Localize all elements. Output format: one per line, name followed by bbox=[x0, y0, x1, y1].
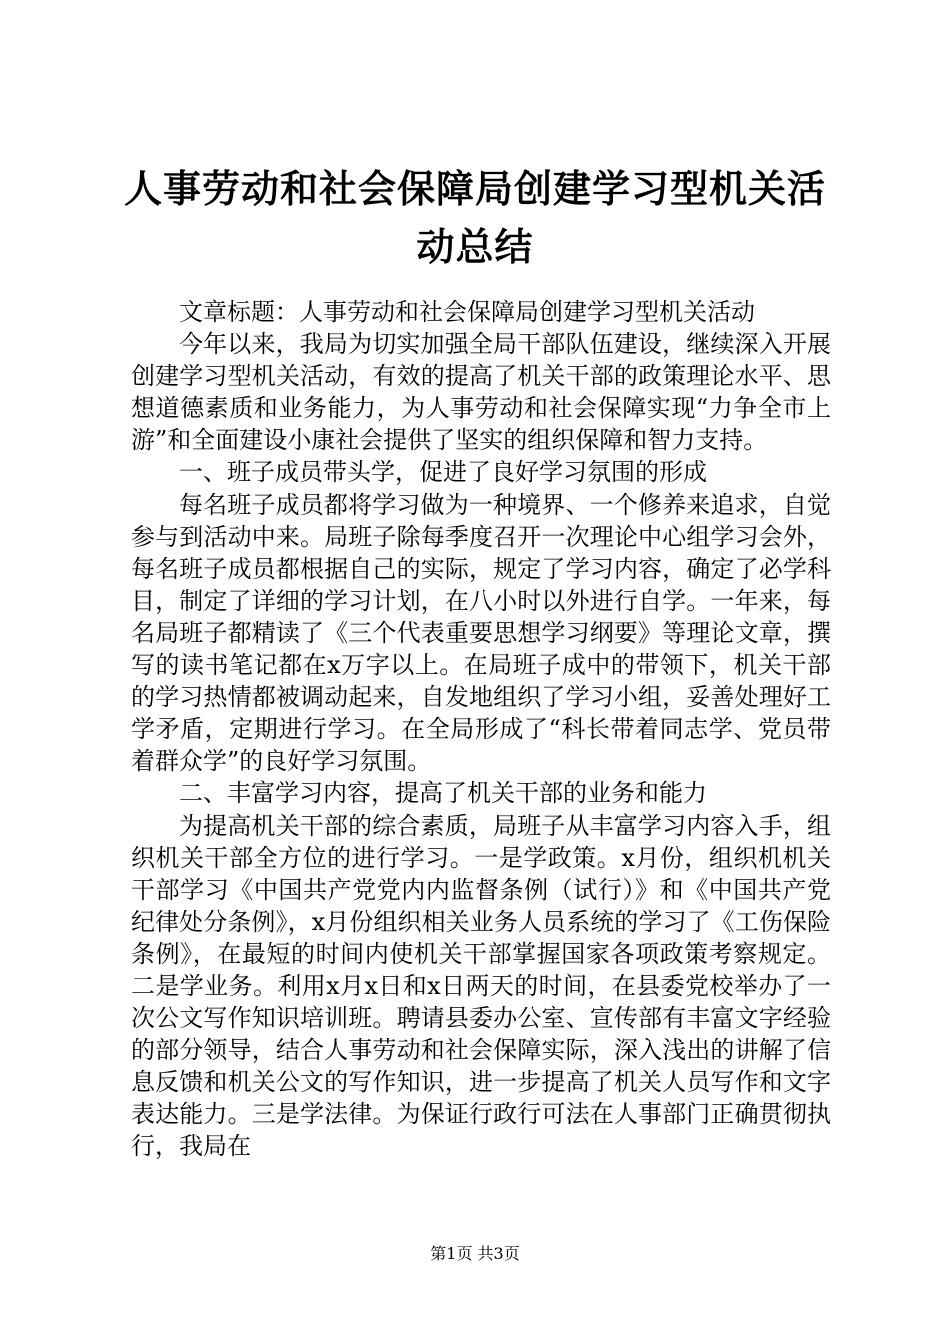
intro-paragraph: 今年以来，我局为切实加强全局干部队伍建设，继续深入开展创建学习型机关活动，有效的提高了机关干部的政策理论水平、思想道德素质和业务能力，为人事劳动和社会保障实现“力争全市上游”和全面建设小康社会提供了坚实的组织保障和智力支持。 bbox=[131, 330, 831, 455]
section-paragraph-1: 每名班子成员都将学习做为一种境界、一个修养来追求，自觉参与到活动中来。局班子除每季度召开一次理论中心组学习会外，每名班子成员都根据自己的实际，规定了学习内容，确定了必学科目，制定了详细的学习计划，在八小时以外进行自学。一年来，每名局班子都精读了《三个代表重要思想学习纲要》等理论文章，撰写的读书笔记都在x万字以上。在局班子成中的带领下，机关干部的学习热情都被调动起来，自发地组织了学习小组，妥善处理好工学矛盾，定期进行学习。在全局形成了“科长带着同志学、党员带着群众学”的良好学习氛围。 bbox=[131, 490, 831, 776]
section-heading-1: 一、班子成员带头学，促进了良好学习氛围的形成 bbox=[179, 458, 707, 487]
document-body bbox=[131, 296, 831, 1163]
section-heading-2: 二、丰富学习内容，提高了机关干部的业务和能力 bbox=[179, 779, 707, 808]
document-title: 人事劳动和社会保障局创建学习型机关活动总结 bbox=[123, 166, 826, 269]
section-paragraph-2: 为提高机关干部的综合素质，局班子从丰富学习内容入手，组织机关干部全方位的进行学习。一是学政策。x月份，组织机机关干部学习《中国共产党党内内监督条例（试行）》和《中国共产党纪律处分条例》，x月份组织相关业务人员系统的学习了《工伤保险条例》，在最短的时间内使机关干部掌握国家各项政策考察规定。二是学业务。利用x月x日和x日两天的时间，在县委党校举办了一次公文写作知识培训班。聘请县委办公室、宣传部有丰富文字经验的部分领导，结合人事劳动和社会保障实际，深入浅出的讲解了信息反馈和机关公文的写作知识，进一步提高了机关人员写作和文字表达能力。三是学法律。为保证行政行可法在人事部门正确贯彻执行，我局在 bbox=[131, 811, 831, 1161]
article-title-line: 文章标题：人事劳动和社会保障局创建学习型机关活动 bbox=[179, 298, 755, 326]
page-footer: 第1页 共3页 bbox=[430, 1244, 520, 1263]
